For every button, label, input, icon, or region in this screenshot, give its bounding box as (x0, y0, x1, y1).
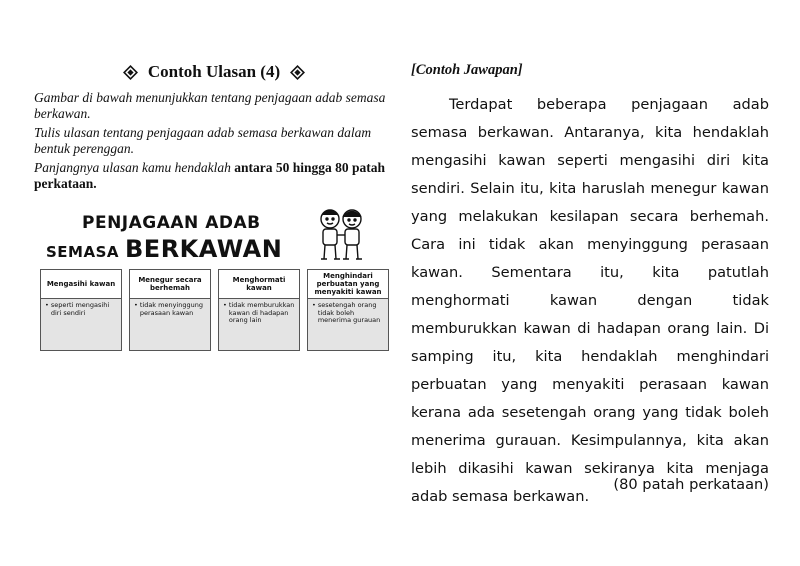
poster-box (218, 269, 300, 351)
instruction-line: Gambar di bawah menunjukkan tentang penjagaan adab semasa berkawan. (34, 90, 386, 121)
instruction-text: Panjangnya ulasan kamu hendaklah (34, 160, 235, 175)
bullet-icon: • (45, 301, 49, 309)
answer-paragraph: Terdapat beberapa penjagaan adab semasa berkawan. Antaranya, kita hendaklah mengasihi kawan seperti mengasihi diri kita sendiri. Selain itu, kita haruslah menegur kawan yang melakukan kesilapan secara berhemah. Cara ini tidak akan menyinggung perasaan kawan. Sementara itu, kita patutlah menghormati kawan dengan tidak memburukkan kawan di hadapan orang lain. Di samping itu, kita hendaklah menghindari perbuatan yang menyakiti perasaan kawan kerana ada sesetengah orang yang tidak boleh menerima gurauan. Kesimpulannya, kita akan lebih dikasihi kawan sekiranya kita menjaga adab semasa berkawan. (411, 96, 769, 505)
poster-box-heading: Menghormati kawan (219, 270, 299, 299)
poster-title-small: SEMASA (46, 243, 119, 261)
poster-box-text: tidak menyinggung perasaan kawan (139, 301, 203, 317)
poster-box (129, 269, 211, 351)
answer-section (411, 62, 769, 511)
instruction-line: Tulis ulasan tentang penjagaan adab semasa berkawan dalam bentuk perenggan. (34, 125, 372, 156)
poster-box-text: sesetengah orang tidak boleh menerima gurauan (317, 301, 381, 324)
poster-box-text: tidak memburukkan kawan di hadapan orang lain (228, 301, 295, 324)
instruction-line (34, 160, 394, 192)
question-section (34, 62, 394, 195)
poster-box-heading: Menghindari perbuatan yang menyakiti kawan (308, 270, 388, 299)
poster-box (40, 269, 122, 351)
diamond-icon (123, 65, 138, 80)
instruction-emphasis: antara 50 hingga 80 patah perkataan (34, 160, 386, 191)
poster-boxes (40, 269, 389, 351)
poster-box-text: seperti mengasihi diri sendiri (50, 301, 110, 317)
poster-box-body (41, 299, 121, 317)
poster-box-body (308, 299, 388, 325)
instructions (34, 90, 394, 192)
poster-title-big: BERKAWAN (125, 235, 283, 263)
diamond-icon (290, 65, 305, 80)
children-illustration (313, 205, 369, 265)
bullet-icon: • (134, 301, 138, 309)
word-count-note: (80 patah perkataan) (613, 476, 769, 493)
poster-title-line2 (46, 235, 282, 263)
bullet-icon: • (312, 301, 316, 309)
poster-box-heading: Menegur secara berhemah (130, 270, 210, 299)
poster-box (307, 269, 389, 351)
poster-title-line1: PENJAGAAN ADAB (82, 213, 261, 233)
bullet-icon: • (223, 301, 227, 309)
instruction-period: . (93, 176, 97, 191)
poster-box-body (130, 299, 210, 317)
answer-title: [Contoh Jawapan] (411, 62, 523, 78)
poster-box-heading: Mengasihi kawan (41, 270, 121, 299)
poster-box-body (219, 299, 299, 325)
poster-graphic (38, 203, 384, 353)
question-title: Contoh Ulasan (4) (147, 62, 281, 81)
question-title-row (34, 62, 394, 82)
